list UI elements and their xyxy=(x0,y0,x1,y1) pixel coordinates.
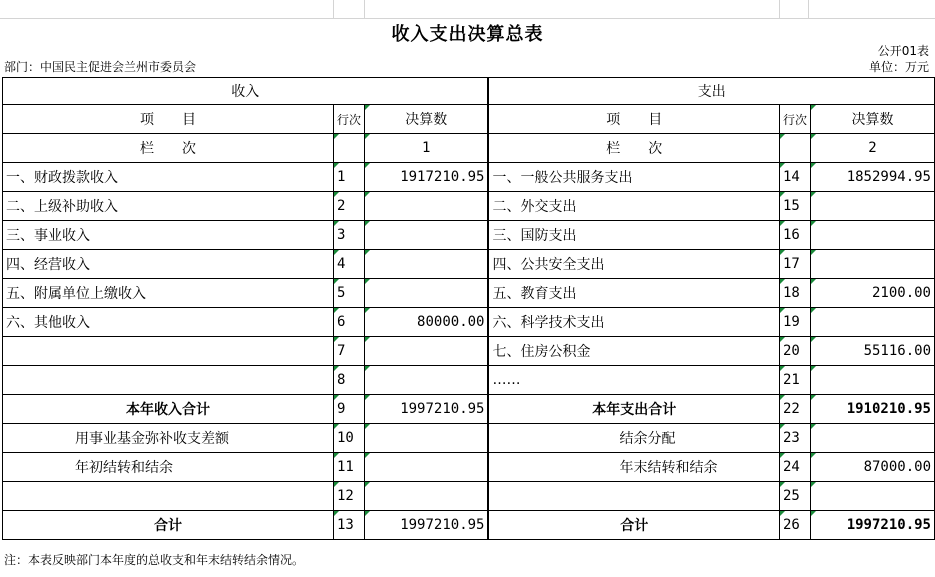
income-row-number: 8 xyxy=(333,366,364,395)
budget-table xyxy=(2,77,935,540)
table-row xyxy=(3,337,935,366)
table-row xyxy=(3,308,935,337)
expense-amount: 1852994.95 xyxy=(810,163,934,192)
table-row xyxy=(3,279,935,308)
expense-amount: 55116.00 xyxy=(810,337,934,366)
section-header-row xyxy=(3,78,935,105)
expense-row-number: 18 xyxy=(779,279,810,308)
table-row xyxy=(3,395,935,424)
income-row-number: 2 xyxy=(333,192,364,221)
expense-item-header: 项 目 xyxy=(488,105,779,134)
income-item: 本年收入合计 xyxy=(3,395,334,424)
income-amount xyxy=(365,250,489,279)
expense-row-number: 21 xyxy=(779,366,810,395)
column-header-row xyxy=(3,105,935,134)
income-item: 用事业基金弥补收支差额 xyxy=(3,424,334,453)
expense-item: 三、国防支出 xyxy=(488,221,779,250)
expense-row-number: 17 xyxy=(779,250,810,279)
expense-row-number: 26 xyxy=(779,511,810,540)
income-item xyxy=(3,366,334,395)
expense-amount xyxy=(810,250,934,279)
grid-line xyxy=(364,0,365,18)
page-title: 收入支出决算总表 xyxy=(391,24,544,45)
income-item xyxy=(3,482,334,511)
income-item: 二、上级补助收入 xyxy=(3,192,334,221)
income-amount xyxy=(365,424,489,453)
expense-row-number: 14 xyxy=(779,163,810,192)
income-col-rowno xyxy=(333,134,364,163)
table-row xyxy=(3,424,935,453)
expense-item: 五、教育支出 xyxy=(488,279,779,308)
expense-item: 四、公共安全支出 xyxy=(488,250,779,279)
expense-row-number: 25 xyxy=(779,482,810,511)
income-item: 年初结转和结余 xyxy=(3,453,334,482)
income-item: 六、其他收入 xyxy=(3,308,334,337)
grid-line xyxy=(808,0,809,18)
income-row-number: 7 xyxy=(333,337,364,366)
expense-amount xyxy=(810,366,934,395)
table-row xyxy=(3,366,935,395)
table-row xyxy=(3,192,935,221)
income-row-number: 13 xyxy=(333,511,364,540)
income-amount: 1917210.95 xyxy=(365,163,489,192)
expense-rowno-header: 行次 xyxy=(779,105,810,134)
expense-row-number: 24 xyxy=(779,453,810,482)
expense-item: …… xyxy=(488,366,779,395)
expense-row-number: 23 xyxy=(779,424,810,453)
income-amount: 1997210.95 xyxy=(365,395,489,424)
income-item: 四、经营收入 xyxy=(3,250,334,279)
income-row-number: 10 xyxy=(333,424,364,453)
grid-line xyxy=(333,0,334,18)
income-item xyxy=(3,337,334,366)
income-item: 三、事业收入 xyxy=(3,221,334,250)
income-row-number: 11 xyxy=(333,453,364,482)
expense-row-number: 22 xyxy=(779,395,810,424)
expense-amount xyxy=(810,482,934,511)
expense-section-header: 支出 xyxy=(488,78,934,105)
expense-item: 年末结转和结余 xyxy=(488,453,779,482)
expense-amount: 1910210.95 xyxy=(810,395,934,424)
expense-item: 一、一般公共服务支出 xyxy=(488,163,779,192)
expense-amount: 87000.00 xyxy=(810,453,934,482)
income-amount xyxy=(365,279,489,308)
expense-row-number: 15 xyxy=(779,192,810,221)
income-row-number: 6 xyxy=(333,308,364,337)
income-amount xyxy=(365,337,489,366)
expense-item: 七、住房公积金 xyxy=(488,337,779,366)
expense-item: 六、科学技术支出 xyxy=(488,308,779,337)
income-row-number: 12 xyxy=(333,482,364,511)
income-row-number: 3 xyxy=(333,221,364,250)
income-amount-header: 决算数 xyxy=(365,105,489,134)
income-col-num: 1 xyxy=(365,134,489,163)
expense-row-number: 19 xyxy=(779,308,810,337)
income-row-number: 9 xyxy=(333,395,364,424)
expense-amount xyxy=(810,308,934,337)
expense-amount: 2100.00 xyxy=(810,279,934,308)
expense-row-number: 20 xyxy=(779,337,810,366)
income-row-number: 5 xyxy=(333,279,364,308)
expense-item: 二、外交支出 xyxy=(488,192,779,221)
income-amount: 80000.00 xyxy=(365,308,489,337)
income-item-header: 项 目 xyxy=(3,105,334,134)
expense-item: 合计 xyxy=(488,511,779,540)
income-section-header: 收入 xyxy=(3,78,489,105)
income-col-label: 栏 次 xyxy=(3,134,334,163)
grid-line xyxy=(0,18,935,19)
expense-amount xyxy=(810,192,934,221)
income-rowno-header: 行次 xyxy=(333,105,364,134)
expense-item xyxy=(488,482,779,511)
expense-item: 结余分配 xyxy=(488,424,779,453)
expense-row-number: 16 xyxy=(779,221,810,250)
grid-line xyxy=(779,0,780,18)
expense-col-num: 2 xyxy=(810,134,934,163)
income-amount xyxy=(365,482,489,511)
income-amount: 1997210.95 xyxy=(365,511,489,540)
table-row xyxy=(3,250,935,279)
income-amount xyxy=(365,453,489,482)
expense-item: 本年支出合计 xyxy=(488,395,779,424)
table-row xyxy=(3,221,935,250)
footnote: 注：本表反映部门本年度的总收支和年末结转结余情况。 xyxy=(4,553,305,567)
expense-col-rowno xyxy=(779,134,810,163)
form-number: 公开01表 xyxy=(877,44,929,58)
expense-col-label: 栏 次 xyxy=(488,134,779,163)
unit-label: 单位：万元 xyxy=(868,60,929,74)
table-row xyxy=(3,163,935,192)
department-label: 部门：中国民主促进会兰州市委员会 xyxy=(4,60,197,74)
table-row xyxy=(3,482,935,511)
expense-amount: 1997210.95 xyxy=(810,511,934,540)
income-amount xyxy=(365,221,489,250)
income-amount xyxy=(365,192,489,221)
table-row xyxy=(3,453,935,482)
table-row xyxy=(3,511,935,540)
income-item: 五、附属单位上缴收入 xyxy=(3,279,334,308)
column-index-row xyxy=(3,134,935,163)
expense-amount xyxy=(810,221,934,250)
income-item: 合计 xyxy=(3,511,334,540)
income-row-number: 4 xyxy=(333,250,364,279)
expense-amount xyxy=(810,424,934,453)
income-amount xyxy=(365,366,489,395)
income-row-number: 1 xyxy=(333,163,364,192)
income-item: 一、财政拨款收入 xyxy=(3,163,334,192)
expense-amount-header: 决算数 xyxy=(810,105,934,134)
